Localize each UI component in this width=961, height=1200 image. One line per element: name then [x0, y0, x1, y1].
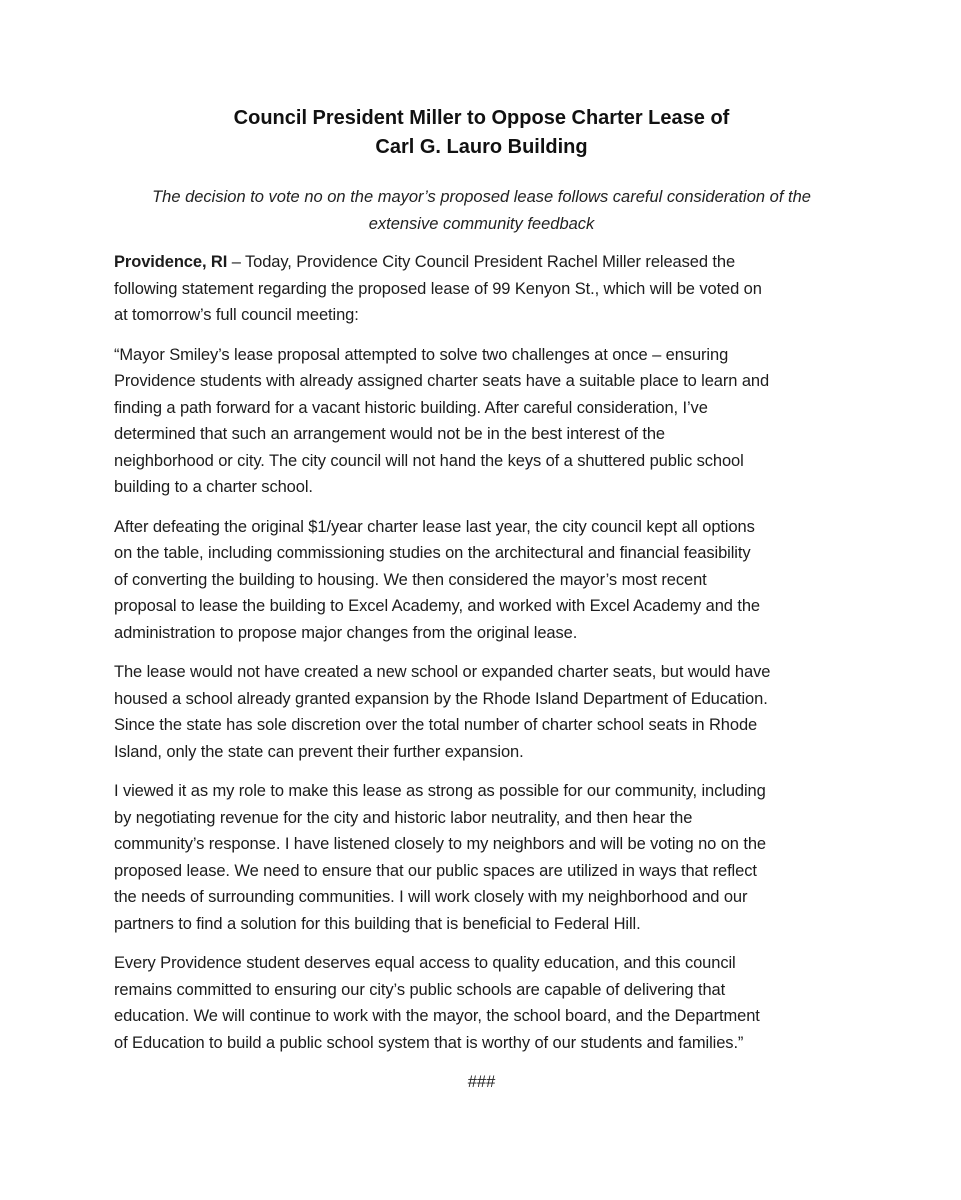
- paragraph-line: remains committed to ensuring our city’s public schools are capable of delivering that: [114, 980, 726, 999]
- paragraph-line: education. We will continue to work with the mayor, the school board, and the Department: [114, 1007, 760, 1025]
- paragraph-line: Since the state has sole discretion over the total number of charter school seats in Rhode: [114, 716, 758, 734]
- statement-paragraph-3: [114, 659, 849, 765]
- paragraph-line: Providence students with already assigned charter seats have a suitable place to learn and: [114, 372, 770, 390]
- paragraph-line: partners to find a solution for this building that is beneficial to Federal Hill.: [114, 914, 641, 933]
- statement-paragraph-4: [114, 778, 849, 937]
- paragraph-line: The lease would not have created a new school or expanded charter seats, but would have: [114, 663, 771, 681]
- paragraph-line: of converting the building to housing. We then considered the mayor’s most recent: [114, 570, 707, 589]
- paragraph-line: After defeating the original $1/year charter lease last year, the city council kept all options: [114, 517, 755, 536]
- statement-paragraph-1: [114, 342, 849, 501]
- subtitle-line: The decision to vote no on the mayor’s proposed lease follows careful consideration of the: [152, 188, 811, 206]
- paragraph-line: determined that such an arrangement would not be in the best interest of the: [114, 425, 665, 443]
- intro-line: at tomorrow’s full council meeting:: [114, 306, 359, 324]
- dateline: Providence, RI: [114, 253, 228, 271]
- intro-first-line: [114, 249, 849, 276]
- paragraph-line: proposal to lease the building to Excel Academy, and worked with Excel Academy and the: [114, 597, 760, 615]
- intro-line: – Today, Providence City Council President Rachel Miller released the: [227, 253, 736, 271]
- paragraph-line: I viewed it as my role to make this lease as strong as possible for our community, including: [114, 782, 766, 800]
- press-release-title: [114, 104, 849, 162]
- intro-paragraph: [114, 249, 849, 329]
- intro-line: following statement regarding the proposed lease of 99 Kenyon St., which will be voted on: [114, 279, 762, 298]
- paragraph-line: community’s response. I have listened closely to my neighbors and will be voting no on the: [114, 835, 766, 853]
- press-release-subtitle: [114, 184, 849, 237]
- title-line: Council President Miller to Oppose Charter Lease of: [233, 107, 730, 129]
- paragraph-line: Island, only the state can prevent their further expansion.: [114, 742, 524, 761]
- paragraph-line: administration to propose major changes from the original lease.: [114, 623, 578, 642]
- paragraph-line: proposed lease. We need to ensure that our public spaces are utilized in ways that reflect: [114, 861, 757, 880]
- paragraph-line: the needs of surrounding communities. I will work closely with my neighborhood and our: [114, 888, 748, 906]
- paragraph-line: on the table, including commissioning studies on the architectural and financial feasibility: [114, 544, 751, 562]
- paragraph-line: housed a school already granted expansion by the Rhode Island Department of Education.: [114, 689, 768, 708]
- statement-paragraph-2: [114, 514, 849, 647]
- statement-paragraph-5: [114, 950, 849, 1056]
- paragraph-line: finding a path forward for a vacant historic building. After careful consideration, I’ve: [114, 398, 708, 417]
- end-of-release-mark: ###: [467, 1073, 496, 1091]
- press-release-body: [114, 249, 849, 1056]
- paragraph-line: “Mayor Smiley’s lease proposal attempted to solve two challenges at once – ensuring: [114, 345, 729, 364]
- title-line: Carl G. Lauro Building: [375, 136, 588, 158]
- paragraph-line: neighborhood or city. The city council will not hand the keys of a shuttered public school: [114, 451, 744, 470]
- paragraph-line: Every Providence student deserves equal access to quality education, and this council: [114, 954, 736, 972]
- paragraph-line: building to a charter school.: [114, 478, 313, 496]
- paragraph-line: of Education to build a public school system that is worthy of our students and families.”: [114, 1033, 744, 1052]
- subtitle-line: extensive community feedback: [368, 214, 595, 233]
- paragraph-line: by negotiating revenue for the city and historic labor neutrality, and then hear the: [114, 808, 693, 827]
